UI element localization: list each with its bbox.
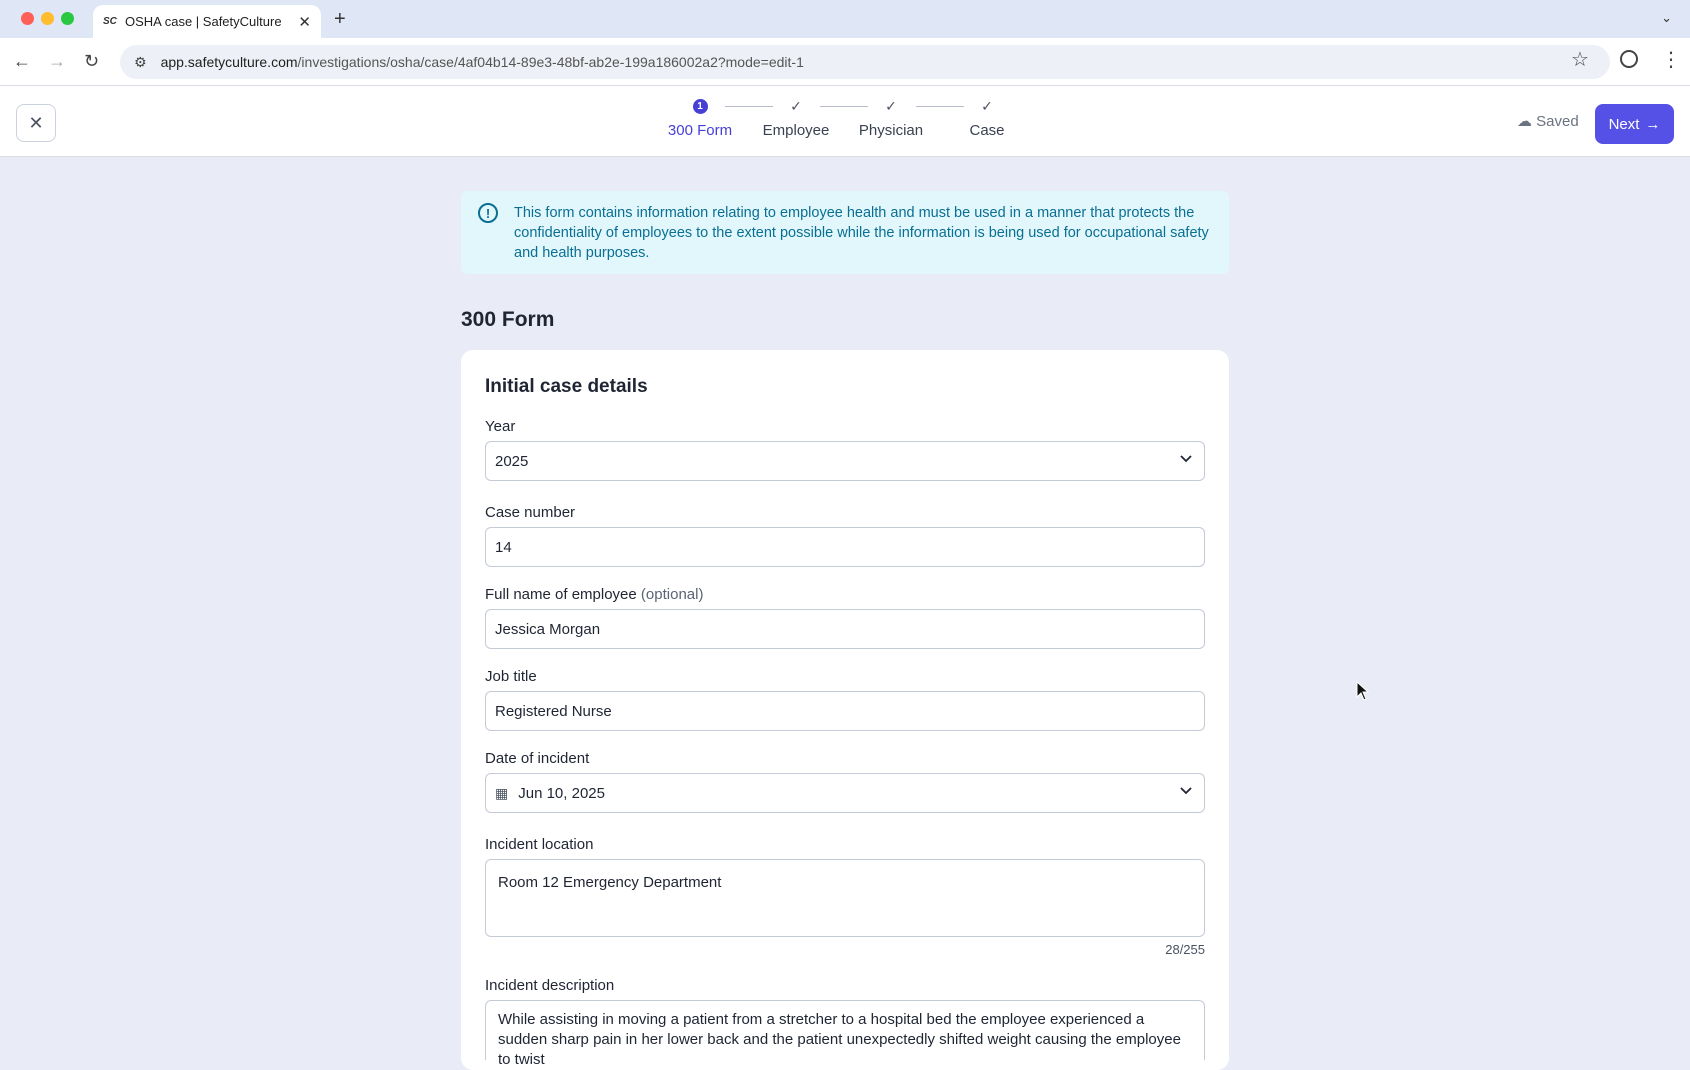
incident-date-field: [485, 750, 1205, 813]
tab-close-icon[interactable]: ✕: [298, 13, 311, 31]
card-title: Initial case details: [485, 376, 648, 397]
page-title: 300 Form: [461, 308, 555, 331]
step-label: Employee: [762, 122, 830, 139]
profile-icon[interactable]: [1620, 50, 1638, 68]
close-button[interactable]: [16, 104, 56, 142]
window-maximize-icon[interactable]: [61, 12, 74, 25]
check-icon: ✓: [790, 97, 802, 114]
chevron-down-icon: [1180, 784, 1192, 796]
step-physician[interactable]: [841, 96, 941, 139]
saved-status: [1517, 112, 1579, 130]
url-text: [161, 54, 804, 70]
incident-location-textarea[interactable]: [485, 859, 1205, 937]
employee-name-value: Jessica Morgan: [495, 620, 601, 638]
app-header: [0, 86, 1690, 157]
incident-date-picker[interactable]: [485, 773, 1205, 813]
form-stepper: [650, 96, 1020, 146]
bookmark-star-icon[interactable]: ☆: [1571, 49, 1589, 71]
tab-list-chevron-icon[interactable]: ⌄: [1661, 10, 1672, 25]
close-icon: ✕: [28, 112, 44, 133]
step-label: Physician: [858, 122, 924, 139]
next-button[interactable]: [1595, 104, 1674, 144]
employee-name-field: [485, 586, 1205, 649]
case-number-field: [485, 504, 1205, 567]
step-label: 300 Form: [667, 122, 733, 139]
browser-toolbar: [0, 38, 1690, 86]
saved-label: Saved: [1536, 113, 1579, 130]
field-label: Incident location: [485, 836, 594, 853]
incident-description-textarea[interactable]: [485, 1000, 1205, 1068]
employee-name-label: Full name of employee: [485, 586, 637, 603]
mouse-cursor-icon: [1356, 681, 1370, 701]
reload-icon[interactable]: ↻: [84, 51, 100, 71]
character-counter: 28/255: [1165, 942, 1205, 957]
field-label: Date of incident: [485, 750, 590, 767]
chevron-down-icon: [1180, 452, 1192, 464]
cloud-check-icon: ☁: [1517, 113, 1532, 130]
check-icon: ✓: [981, 97, 993, 114]
job-title-value: Registered Nurse: [495, 702, 612, 720]
step-300-form[interactable]: [650, 96, 750, 139]
year-select[interactable]: [485, 441, 1205, 481]
optional-tag: (optional): [640, 586, 704, 603]
employee-name-input[interactable]: [485, 609, 1205, 649]
year-value: 2025: [495, 452, 529, 470]
next-label: Next: [1608, 115, 1640, 133]
step-label: Case: [969, 122, 1005, 139]
new-tab-icon[interactable]: +: [334, 8, 346, 30]
year-field: [485, 418, 1205, 481]
step-employee[interactable]: [746, 96, 846, 139]
case-number-input[interactable]: [485, 527, 1205, 567]
info-alert-icon: !: [478, 203, 498, 223]
job-title-input[interactable]: [485, 691, 1205, 731]
site-settings-icon[interactable]: ⚙: [134, 53, 147, 70]
browser-tab-bar: [0, 0, 1690, 38]
incident-date-value: Jun 10, 2025: [518, 784, 605, 802]
alert-text: This form contains information relating to employee health and must be used in a manner that protects the confidentiality of employees to the extent possible while the information is being used for occupational safety and health purposes.: [514, 205, 1209, 261]
step-number-badge: 1: [693, 99, 708, 114]
check-icon: ✓: [885, 97, 897, 114]
arrow-right-icon: →: [1645, 115, 1661, 133]
window-close-icon[interactable]: [21, 12, 34, 25]
safetyculture-favicon-icon: SC: [103, 16, 117, 27]
url-path: /investigations/osha/case/4af04b14-89e3-48bf-ab2e-199a186002a2?mode=edit-1: [297, 54, 804, 70]
field-label: [485, 586, 1205, 604]
field-label: Case number: [485, 504, 576, 521]
back-arrow-icon[interactable]: ←: [13, 51, 31, 71]
field-label: Year: [485, 418, 516, 435]
browser-menu-icon[interactable]: ⋮: [1661, 49, 1681, 71]
incident-location-field: [485, 836, 1205, 957]
case-number-value: 14: [495, 538, 512, 556]
confidentiality-alert: [461, 191, 1229, 274]
url-host: app.safetyculture.com: [160, 54, 298, 70]
field-label: Job title: [485, 668, 537, 685]
incident-description-value: While assisting in moving a patient from a stretcher to a hospital bed the employee experienced a sudden sharp pain in her lower back and the patient unexpectedly shifted weight causing the employee to twist: [498, 1011, 1181, 1068]
initial-case-details-card: [461, 350, 1229, 1070]
forward-arrow-icon[interactable]: →: [48, 51, 66, 71]
incident-location-value: Room 12 Emergency Department: [498, 874, 722, 891]
calendar-icon: ▦: [495, 784, 509, 801]
tab-title: OSHA case | SafetyCulture: [125, 14, 282, 29]
step-case[interactable]: [937, 96, 1037, 139]
address-bar[interactable]: [120, 45, 1610, 79]
job-title-field: [485, 668, 1205, 731]
browser-tab[interactable]: [93, 5, 321, 38]
incident-description-field: [485, 977, 1205, 1068]
window-minimize-icon[interactable]: [41, 12, 54, 25]
field-label: Incident description: [485, 977, 615, 994]
